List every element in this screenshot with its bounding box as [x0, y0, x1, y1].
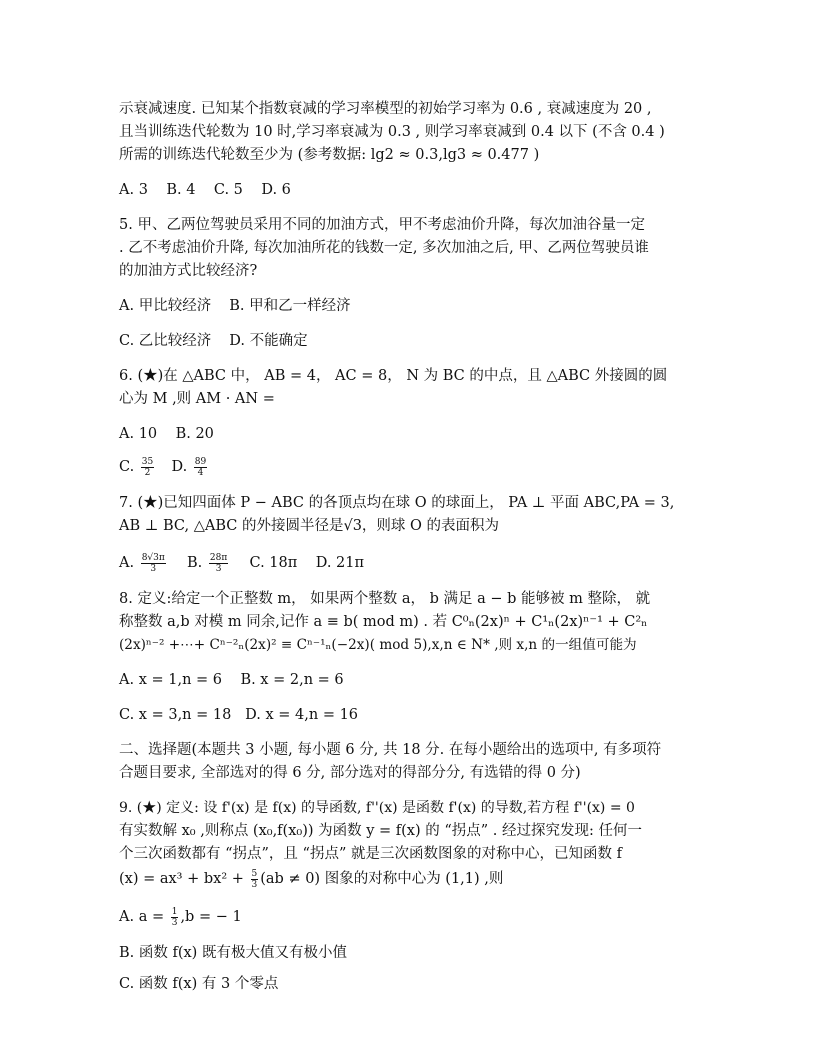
- section-2-heading-line-2: 合题目要求, 全部选对的得 6 分, 部分选对的得部分分, 有选错的得 0 分): [119, 765, 581, 781]
- q9-text-line-1: 9. (★) 定义: 设 f'(x) 是 f(x) 的导函数, f''(x) 是函数 f'(x) 的导数,若方程 f''(x) = 0: [119, 800, 635, 816]
- q7-options-c-d: C. 18π D. 21π: [249, 555, 365, 571]
- q8-options-row-1: A. x = 1,n = 6 B. x = 2,n = 6: [119, 672, 344, 688]
- q5-option-d: D. 不能确定: [229, 333, 308, 349]
- q6-option-d-label: D.: [171, 459, 188, 475]
- q6-option-c-fraction: [141, 457, 154, 478]
- q6-options-row-2: [119, 454, 699, 480]
- q5-text-line-2: . 乙不考虑油价升降, 每次加油所花的钱数一定, 多次加油之后, 甲、乙两位驾驶员谁: [119, 240, 649, 256]
- q6-option-c-label: C.: [119, 459, 135, 475]
- section-2-heading-line-1: 二、选择题(本题共 3 小题, 每小题 6 分, 共 18 分. 在每小题给出的选项中, 有多项符: [119, 742, 662, 758]
- q7-option-a-fraction: [141, 553, 166, 574]
- fraction-numerator: 1: [171, 906, 178, 917]
- q8-text-line-1: 8. 定义:给定一个正整数 m， 如果两个整数 a， b 满足 a − b 能够被 m 整除， 就: [119, 591, 651, 607]
- q9-line-4-part-1: (x) = ax³ + bx² +: [119, 871, 244, 887]
- q6-text-line-2: 心为 M ,则 AM · AN =: [119, 391, 275, 407]
- q9-text-line-4: [119, 866, 699, 892]
- q4-text-line-3: 所需的训练迭代轮数至少为 (参考数据: lg2 ≈ 0.3,lg3 ≈ 0.477 ): [119, 147, 540, 163]
- q7-option-b-label: B.: [187, 555, 203, 571]
- q8-text-line-3: (2x)ⁿ⁻² +⋯+ Cⁿ⁻²ₙ(2x)² ≡ Cⁿ⁻¹ₙ(−2x)( mod 5),x,n ∈ N* ,则 x,n 的一组值可能为: [119, 637, 637, 653]
- q9-line-4-fraction: [251, 869, 259, 890]
- q9-option-a-part-1: A. a =: [119, 909, 165, 925]
- q5-text-line-1: 5. 甲、乙两位驾驶员采用不同的加油方式，甲不考虑油价升降，每次加油谷量一定: [119, 217, 645, 233]
- document-page: [119, 98, 699, 996]
- q8-text-line-2: 称整数 a,b 对模 m 同余,记作 a ≡ b( mod m) . 若 C⁰ₙ(2x)ⁿ + C¹ₙ(2x)ⁿ⁻¹ + C²ₙ: [119, 614, 648, 630]
- q9-option-a: [119, 904, 699, 930]
- q7-text-line-1: 7. (★)已知四面体 P − ABC 的各顶点均在球 O 的球面上， PA ⊥ 平面 ABC,PA = 3,: [119, 495, 675, 511]
- q6-options-row-1: A. 10 B. 20: [119, 426, 214, 442]
- q9-line-4-part-2: (ab ≠ 0) 图象的对称中心为 (1,1) ,则: [260, 871, 504, 887]
- q9-option-a-fraction: [171, 907, 179, 928]
- q5-option-c: C. 乙比较经济: [119, 333, 212, 349]
- q7-text-line-2: AB ⊥ BC, △ABC 的外接圆半径是√3，则球 O 的表面积为: [119, 518, 500, 534]
- fraction-denominator: 3: [171, 917, 178, 928]
- fraction-denominator: 3: [215, 563, 222, 574]
- q7-option-a-label: A.: [119, 555, 135, 571]
- fraction-denominator: 4: [197, 467, 204, 478]
- fraction-denominator: 3: [150, 563, 157, 574]
- q7-option-b-fraction: [209, 553, 228, 574]
- q9-text-line-2: 有实数解 x₀ ,则称点 (x₀,f(x₀)) 为函数 y = f(x) 的 “拐点” . 经过探究发现: 任何一: [119, 823, 643, 839]
- q6-option-d-fraction: [194, 457, 207, 478]
- q9-option-c: C. 函数 f(x) 有 3 个零点: [119, 976, 279, 992]
- q6-text-line-1: 6. (★)在 △ABC 中， AB = 4， AC = 8， N 为 BC 的中点，且 △ABC 外接圆的圆: [119, 368, 668, 384]
- q5-option-b: B. 甲和乙一样经济: [229, 298, 351, 314]
- fraction-denominator: 3: [251, 879, 258, 890]
- fraction-denominator: 2: [144, 467, 151, 478]
- q9-option-a-part-2: ,b = − 1: [180, 909, 242, 925]
- q5-option-a: A. 甲比较经济: [119, 298, 212, 314]
- q9-option-b: B. 函数 f(x) 既有极大值又有极小值: [119, 945, 347, 961]
- fraction-numerator: 5: [251, 868, 258, 879]
- q5-options-row-2: [119, 330, 699, 353]
- q9-text-line-3: 个三次函数都有 “拐点”，且 “拐点” 就是三次函数图象的对称中心，已知函数 f: [119, 846, 622, 862]
- q4-options: A. 3 B. 4 C. 5 D. 6: [119, 182, 291, 198]
- q5-options-row-1: [119, 295, 699, 318]
- q7-options: [119, 550, 699, 576]
- q5-text-line-3: 的加油方式比较经济?: [119, 263, 258, 279]
- fraction-numerator: 8√3π: [141, 552, 165, 563]
- fraction-numerator: 89: [194, 456, 207, 467]
- q8-options-row-2: C. x = 3,n = 18 D. x = 4,n = 16: [119, 707, 359, 723]
- q4-text-line-1: 示衰减速度. 已知某个指数衰减的学习率模型的初始学习率为 0.6 , 衰减速度为 20 ,: [119, 101, 652, 117]
- fraction-numerator: 28π: [209, 552, 228, 563]
- q4-text-line-2: 且当训练迭代轮数为 10 时,学习率衰减为 0.3 , 则学习率衰减到 0.4 以下 (不含 0.4 ): [119, 124, 665, 140]
- fraction-numerator: 35: [141, 456, 154, 467]
